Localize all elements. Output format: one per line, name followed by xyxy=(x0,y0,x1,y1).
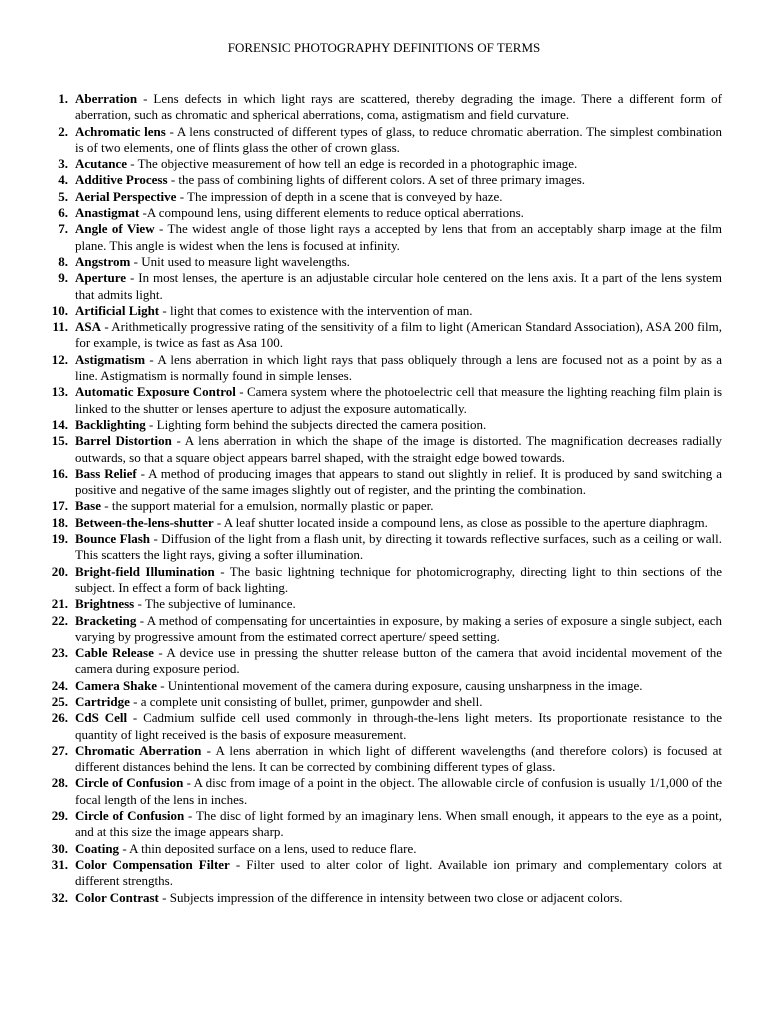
term-definition: - A lens aberration in which light rays that pass obliquely through a lens are focused not as a point by as a line. Astigmatism is normally found in simple lenses. xyxy=(75,351,722,384)
term-name: Additive Process xyxy=(75,172,168,188)
item-number: 2. xyxy=(58,123,68,139)
item-entry xyxy=(68,221,722,254)
definition-item xyxy=(30,319,722,352)
item-entry xyxy=(68,466,722,499)
item-entry xyxy=(68,743,722,776)
definition-item xyxy=(30,384,722,417)
item-entry xyxy=(68,189,722,205)
definition-item xyxy=(30,775,722,808)
item-number: 10. xyxy=(51,302,68,318)
item-entry xyxy=(68,433,722,466)
definition-item xyxy=(30,645,722,678)
term-name: CdS Cell xyxy=(75,710,128,726)
term-definition: - The objective measurement of how tell an edge is recorded in a photographic image. xyxy=(127,156,578,172)
term-name: Bracketing xyxy=(75,612,137,628)
term-definition: - A thin deposited surface on a lens, used to reduce flare. xyxy=(119,840,417,856)
term-name: Artificial Light xyxy=(75,302,160,318)
term-name: Circle of Confusion xyxy=(75,808,185,824)
term-definition: - A lens aberration in which the shape of the image is distorted. The magnification decreases radially outwards, so that a square object appears barrel shaped, with the straight edge bowed towards. xyxy=(75,433,723,465)
item-number: 17. xyxy=(51,498,68,514)
item-number: 14. xyxy=(51,416,68,432)
item-number: 31. xyxy=(51,856,68,872)
definition-item xyxy=(30,613,722,646)
item-entry xyxy=(68,841,722,857)
term-name: Cartridge xyxy=(75,693,130,709)
item-entry xyxy=(68,710,722,743)
item-number: 7. xyxy=(58,221,68,237)
term-definition: - Lighting form behind the subjects directed the camera position. xyxy=(145,416,487,432)
term-name: Barrel Distortion xyxy=(75,433,172,449)
term-name: Chromatic Aberration xyxy=(75,742,202,758)
term-definition: - A method of producing images that appears to stand out slightly in relief. It is produced by sand switching a positive and negative of the same images slightly out of register, and the printing the combination. xyxy=(75,465,722,498)
term-definition: - A method of compensating for uncertainties in exposure, by making a series of exposure a single subject, each varying by progressive amount from the estimated correct aperture/ speed setting. xyxy=(75,612,722,644)
item-number: 27. xyxy=(51,742,68,758)
item-entry xyxy=(68,515,722,531)
item-number: 24. xyxy=(51,677,68,693)
item-number: 4. xyxy=(58,172,68,188)
term-definition: - The disc of light formed by an imaginary lens. When small enough, it appears to the eye as a point, and at this size the image appears sharp. xyxy=(75,808,722,840)
item-number: 26. xyxy=(51,710,68,726)
term-name: Aberration xyxy=(75,91,138,106)
term-name: Achromatic lens xyxy=(75,123,166,139)
definition-item xyxy=(30,890,722,906)
term-name: Backlighting xyxy=(75,416,146,432)
term-name: Color Contrast xyxy=(75,889,159,905)
item-number: 5. xyxy=(58,188,68,204)
item-entry xyxy=(68,254,722,270)
term-name: Angstrom xyxy=(75,253,131,269)
item-entry xyxy=(68,694,722,710)
item-entry xyxy=(68,890,722,906)
definition-item xyxy=(30,124,722,157)
term-name: Astigmatism xyxy=(75,351,146,367)
term-name: Between-the-lens-shutter xyxy=(75,514,214,530)
page-title: FORENSIC PHOTOGRAPHY DEFINITIONS OF TERMS xyxy=(227,40,541,55)
item-number: 22. xyxy=(51,612,68,628)
term-name: Circle of Confusion xyxy=(75,775,184,791)
item-entry xyxy=(68,156,722,172)
item-number: 16. xyxy=(51,465,68,481)
item-entry xyxy=(68,564,722,597)
term-definition: - A lens constructed of different types of glass, to reduce chromatic aberration. The simplest combination is of two elements, one of flints glass the other of crown glass. xyxy=(75,123,722,155)
term-name: Automatic Exposure Control xyxy=(75,384,236,400)
term-definition: - the support material for a emulsion, normally plastic or paper. xyxy=(101,498,434,514)
item-number: 12. xyxy=(51,351,68,367)
item-number: 9. xyxy=(58,270,68,286)
definition-item xyxy=(30,564,722,597)
term-definition: - Cadmium sulfide cell used commonly in through-the-lens light meters. Its proportionate resistance to the quantity of light received is the basis of exposure measurement. xyxy=(75,710,722,742)
definition-item xyxy=(30,808,722,841)
item-number: 8. xyxy=(58,253,68,269)
term-definition: - The basic lightning technique for photomicrography, directing light to thin sections of the subject. In effect a form of back lighting. xyxy=(75,563,722,595)
term-definition: - The impression of depth in a scene that is conveyed by haze. xyxy=(176,188,503,204)
term-definition: - Camera system where the photoelectric cell that measure the lighting reaching film plain is linked to the shutter or lenses aperture to adjust the exposure automatically. xyxy=(75,384,722,416)
item-entry xyxy=(68,596,722,612)
term-name: Acutance xyxy=(75,156,127,172)
definition-item xyxy=(30,172,722,188)
term-definition: - a complete unit consisting of bullet, primer, gunpowder and shell. xyxy=(129,693,483,709)
term-name: Coating xyxy=(75,840,120,856)
term-definition: -A compound lens, using different elements to reduce optical aberrations. xyxy=(139,205,524,221)
definition-item xyxy=(30,498,722,514)
item-entry xyxy=(68,384,722,417)
term-name: Bass Relief xyxy=(75,465,137,481)
term-name: Angle of View xyxy=(75,221,155,237)
term-name: ASA xyxy=(75,319,102,335)
definition-item xyxy=(30,841,722,857)
term-definition: - A disc from image of a point in the object. The allowable circle of confusion is usually 1/1,000 of the focal length of the lens in inches. xyxy=(75,775,722,807)
definition-item xyxy=(30,303,722,319)
term-name: Camera Shake xyxy=(75,677,157,693)
item-entry xyxy=(68,352,722,385)
item-number: 21. xyxy=(51,596,68,612)
term-definition: - Filter used to alter color of light. Available ion primary and complementary colors at different strengths. xyxy=(75,856,723,889)
item-number: 29. xyxy=(51,808,68,824)
item-number: 1. xyxy=(58,91,68,106)
item-number: 20. xyxy=(51,563,68,579)
term-name: Brightness xyxy=(75,596,135,612)
item-number: 32. xyxy=(51,889,68,905)
term-name: Base xyxy=(75,498,101,514)
definition-item xyxy=(30,531,722,564)
item-number: 19. xyxy=(51,531,68,547)
term-definition: - the pass of combining lights of different colors. A set of three primary images. xyxy=(167,172,586,188)
item-entry xyxy=(68,91,722,124)
item-number: 18. xyxy=(51,514,68,530)
item-number: 3. xyxy=(58,156,68,172)
item-number: 28. xyxy=(51,775,68,791)
definition-item xyxy=(30,857,722,890)
definition-item xyxy=(30,466,722,499)
term-name: Bright-field Illumination xyxy=(75,563,215,579)
definition-item xyxy=(30,221,722,254)
term-definition: - Lens defects in which light rays are scattered, thereby degrading the image. There a different form of aberration, such as chromatic and spherical aberrations, coma, astigmatism and field curvature. xyxy=(75,91,722,123)
item-number: 6. xyxy=(58,205,68,221)
item-entry xyxy=(68,303,722,319)
term-definition: - Unit used to measure light wavelengths. xyxy=(130,253,350,269)
definition-item xyxy=(30,694,722,710)
item-number: 11. xyxy=(52,319,68,335)
term-name: Bounce Flash xyxy=(75,531,150,547)
item-entry xyxy=(68,678,722,694)
definition-item xyxy=(30,710,722,743)
item-number: 25. xyxy=(51,693,68,709)
definition-item xyxy=(30,743,722,776)
item-number: 15. xyxy=(51,433,68,449)
term-definition: - Unintentional movement of the camera during exposure, causing unsharpness in the image. xyxy=(156,677,643,693)
definition-item xyxy=(30,596,722,612)
term-name: Color Compensation Filter xyxy=(75,856,230,872)
item-entry xyxy=(68,857,722,890)
item-number: 23. xyxy=(51,645,68,661)
item-entry xyxy=(68,124,722,157)
term-definition: - Diffusion of the light from a flash unit, by directing it towards reflective surfaces, such as a ceiling or wall. This scatters the light rays, giving a softer illumination. xyxy=(75,531,723,563)
term-name: Aerial Perspective xyxy=(75,188,177,204)
item-entry xyxy=(68,205,722,221)
definition-item xyxy=(30,678,722,694)
item-entry xyxy=(68,319,722,352)
term-definition: - Subjects impression of the difference in intensity between two close or adjacent colors. xyxy=(158,889,623,905)
term-name: Cable Release xyxy=(75,645,154,661)
term-definition: - A lens aberration in which light of different wavelengths (and therefore colors) is focused at different distances behind the lens. It can be corrected by combining different types of glass. xyxy=(75,742,722,775)
term-name: Aperture xyxy=(75,270,127,286)
definition-item xyxy=(30,515,722,531)
definition-item xyxy=(30,352,722,385)
term-definition: - A device use in pressing the shutter release button of the camera that avoid incidental movement of the camera during exposure period. xyxy=(75,645,722,677)
definition-item xyxy=(30,433,722,466)
definition-item xyxy=(30,270,722,303)
term-definition: - light that comes to existence with the intervention of man. xyxy=(159,302,473,318)
definition-item xyxy=(30,189,722,205)
item-entry xyxy=(68,498,722,514)
term-definition: - A leaf shutter located inside a compound lens, as close as possible to the aperture diaphragm. xyxy=(213,514,708,530)
definitions-list xyxy=(30,91,722,906)
item-entry xyxy=(68,531,722,564)
definition-item xyxy=(30,254,722,270)
item-number: 30. xyxy=(51,840,68,856)
definition-item xyxy=(30,417,722,433)
definition-item xyxy=(30,156,722,172)
item-entry xyxy=(68,775,722,808)
term-definition: - In most lenses, the aperture is an adjustable circular hole centered on the lens axis. It a part of the lens system that admits light. xyxy=(75,270,722,302)
term-name: Anastigmat xyxy=(75,205,140,221)
item-entry xyxy=(68,645,722,678)
term-definition: - The widest angle of those light rays a accepted by lens that from an acceptably sharp image at the film plane. This angle is widest when the lens is focused at infinity. xyxy=(75,221,722,253)
item-entry xyxy=(68,808,722,841)
term-definition: - Arithmetically progressive rating of the sensitivity of a film to light (American Standard Association), ASA 200 film, for example, is twice as fast as Asa 100. xyxy=(75,319,722,351)
item-entry xyxy=(68,172,722,188)
item-entry xyxy=(68,270,722,303)
term-definition: - The subjective of luminance. xyxy=(134,596,296,612)
item-entry xyxy=(68,613,722,646)
item-number: 13. xyxy=(51,384,68,400)
definition-item xyxy=(30,91,722,124)
definition-item xyxy=(30,205,722,221)
item-entry xyxy=(68,417,722,433)
